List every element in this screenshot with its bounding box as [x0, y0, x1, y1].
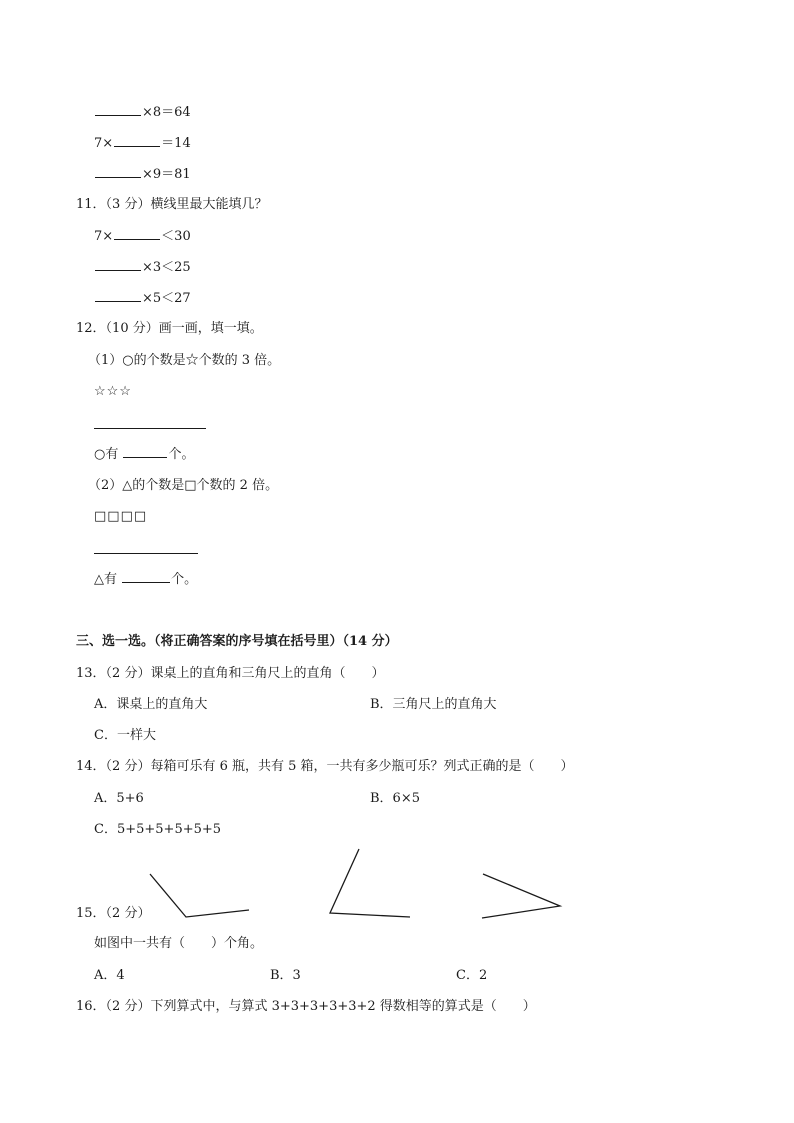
q13-option-c[interactable]: C．一样大: [94, 728, 156, 743]
angle-figure-1: [150, 874, 249, 917]
squares-row: □□□□: [94, 509, 148, 524]
answer-suffix: 个。: [171, 572, 198, 587]
q15-header: 15．（2 分）: [76, 906, 151, 921]
q14-header: 14．（2 分）每箱可乐有 6 瓶，共有 5 箱，一共有多少瓶可乐？列式正确的是（ ）: [76, 759, 574, 774]
equation-text: ×9＝81: [142, 167, 191, 182]
q12-header: 12．（10 分）画一画，填一填。: [76, 321, 263, 336]
q15-option-a[interactable]: A．4: [94, 968, 125, 983]
q14-option-c[interactable]: C．5+5+5+5+5+5: [94, 822, 222, 837]
angle-figure-2: [330, 849, 410, 917]
equation-text: ×8＝64: [142, 105, 191, 120]
equation-text: ＝14: [161, 136, 191, 151]
q14-option-b[interactable]: B．6×5: [370, 791, 420, 806]
q15-option-c[interactable]: C．2: [456, 968, 488, 983]
stars-row: ☆☆☆: [94, 384, 132, 399]
q12-part2: （2）△的个数是□个数的 2 倍。: [88, 478, 279, 493]
q12-part1: （1）○的个数是☆个数的 3 倍。: [88, 353, 281, 368]
q13-header: 13．（2 分）课桌上的直角和三角尺上的直角（ ）: [76, 666, 385, 681]
answer-prefix: ○有: [94, 447, 123, 462]
angle-figure-3: [482, 874, 560, 918]
section-heading: 三、选一选。（将正确答案的序号填在括号里）（14 分）: [76, 634, 398, 649]
q13-option-b[interactable]: B．三角尺上的直角大: [370, 697, 497, 712]
q15-question: 如图中一共有（ ）个角。: [94, 936, 264, 951]
q16-header: 16．（2 分）下列算式中，与算式 3+3+3+3+3+2 得数相等的算式是（ ）: [76, 999, 536, 1014]
equation-prefix: 7×: [94, 136, 114, 151]
q14-option-a[interactable]: A．5+6: [94, 791, 144, 806]
q11-header: 11．（3 分）横线里最大能填几？: [76, 197, 268, 212]
q15-option-b[interactable]: B．3: [270, 968, 301, 983]
answer-suffix: 个。: [168, 447, 195, 462]
equation-text: ×5＜27: [142, 291, 191, 306]
answer-prefix: △有: [94, 572, 122, 587]
equation-text: ×3＜25: [142, 260, 191, 275]
equation-text: ＜30: [161, 229, 191, 244]
equation-prefix: 7×: [94, 229, 114, 244]
q13-option-a[interactable]: A．课桌上的直角大: [94, 697, 208, 712]
